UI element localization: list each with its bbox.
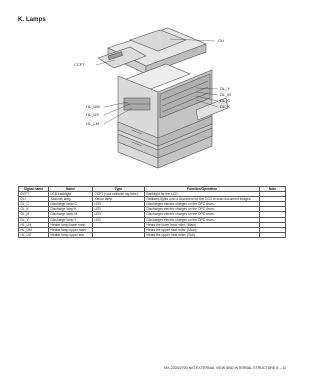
cell-name: Heater lamp lower main: [49, 222, 93, 227]
table-row: [19, 232, 286, 237]
label-dl-m: DL_M: [220, 92, 231, 97]
cell-name: Discharge lamp M: [49, 212, 93, 217]
cell-type: LED: [93, 217, 145, 222]
cell-signal: DL_Y: [19, 217, 49, 222]
cell-function: Heats the lower heat roller. (Main): [145, 222, 260, 227]
cell-name: LCD backlight: [49, 192, 93, 197]
cell-function: Heats the upper heat roller. (Main): [145, 227, 260, 232]
cell-name: Discharge lamp Y: [49, 217, 93, 222]
cell-function: Backlight for the LCD.: [145, 192, 260, 197]
header-name: Name: [49, 187, 93, 192]
header-signal-name: Signal name: [19, 187, 49, 192]
label-hl-us: HL_US: [86, 112, 99, 117]
cell-type: LED: [93, 207, 145, 212]
cell-function: Heats the upper heat roller. (Sub): [145, 232, 260, 237]
lamps-table: [18, 186, 286, 238]
label-dl-y: DL_Y: [220, 86, 231, 91]
cell-signal: HL_UM: [19, 227, 49, 232]
cell-name: Discharge lamp C: [49, 202, 93, 207]
table-row: [19, 197, 286, 202]
cell-signal: HL_US: [19, 232, 49, 237]
label-ccft: CCFT: [74, 62, 85, 67]
cell-type: LED: [93, 202, 145, 207]
label-cli: CLI: [218, 38, 225, 43]
cell-name: Heater lamp upper sub: [49, 232, 93, 237]
cell-signal: DL_C: [19, 202, 49, 207]
cell-note: [260, 232, 286, 237]
cell-signal: CCFT: [19, 192, 49, 197]
page-footer: MX-2300/2700 N/G EXTERNAL VIEW AND INTERNAL STRUCTURE 5 – 11: [164, 366, 286, 370]
cell-function: Discharges electric charges on the OPC drum.: [145, 202, 260, 207]
cell-type: [93, 232, 145, 237]
cell-signal: DL_K: [19, 207, 49, 212]
label-hl-um: HL_UM: [86, 104, 100, 109]
cell-function: Radiates lights onto a document for the CCD to scan document images.: [145, 197, 260, 202]
header-type: Type: [93, 187, 145, 192]
label-hl-lm: HL_LM: [86, 121, 99, 126]
label-dl-c: DL_C: [220, 98, 231, 103]
copier-lamp-diagram: [0, 0, 300, 180]
cell-name: Scanner lamp: [49, 197, 93, 202]
cell-signal: CLI: [19, 197, 49, 202]
cell-function: Discharges electric charges on the OPC drum.: [145, 217, 260, 222]
cell-name: Discharge lamp K: [49, 207, 93, 212]
cell-signal: HL_LM: [19, 222, 49, 227]
cell-signal: DL_M: [19, 212, 49, 217]
header-note: Note: [260, 187, 286, 192]
cell-name: Heater lamp upper main: [49, 227, 93, 232]
header-function: Function/Operation: [145, 187, 260, 192]
cell-function: Discharges electric charges on the OPC drum.: [145, 212, 260, 217]
label-dl-k: DL_K: [220, 104, 231, 109]
cell-type: Xenon lamp: [93, 197, 145, 202]
cell-type: CCFT (cool cathode ray tube): [93, 192, 145, 197]
cell-function: Discharges electric charges on the OPC drum.: [145, 207, 260, 212]
section-title: K. Lamps: [18, 17, 46, 23]
cell-type: LED: [93, 212, 145, 217]
